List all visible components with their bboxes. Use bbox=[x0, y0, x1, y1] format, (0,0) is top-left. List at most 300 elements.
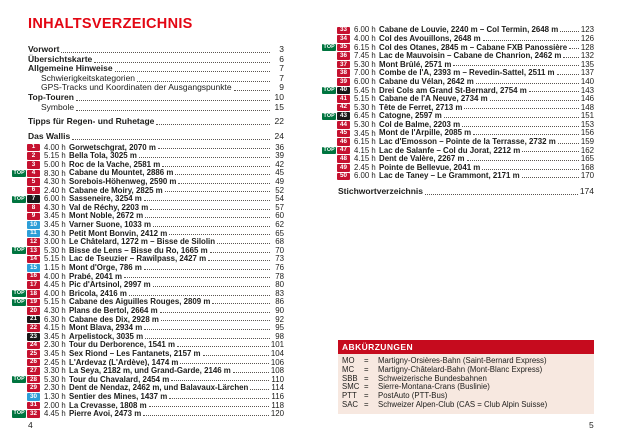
tour-page: 120 bbox=[270, 409, 284, 419]
tour-page: 76 bbox=[275, 263, 284, 272]
toc-entry-label: Stichwortverzeichnis bbox=[338, 185, 424, 196]
tour-duration: 2.30 h bbox=[44, 383, 66, 393]
dot-leader bbox=[129, 295, 270, 296]
tour-duration: 4.00 h bbox=[44, 288, 66, 298]
toc-entry-label: Das Wallis bbox=[28, 130, 71, 141]
tour-number-badge: 33 bbox=[337, 27, 350, 35]
tour-number-badge: 1 bbox=[27, 144, 40, 152]
tour-row bbox=[322, 172, 594, 181]
tour-row bbox=[12, 410, 284, 419]
tour-number-badge: 38 bbox=[337, 69, 350, 77]
abbreviation-definition: Schweizerische Bundesbahnen bbox=[378, 373, 487, 383]
tour-page: 146 bbox=[580, 94, 594, 104]
tour-page: 101 bbox=[270, 340, 284, 350]
dot-leader bbox=[203, 355, 269, 356]
tour-title: Lac de Taney – Le Grammont, 2171 m bbox=[379, 172, 520, 181]
dot-leader bbox=[217, 243, 270, 244]
dot-leader bbox=[483, 40, 579, 41]
tour-number-badge: 9 bbox=[27, 213, 40, 221]
tour-duration: 2.30 h bbox=[44, 340, 66, 350]
dot-leader bbox=[145, 217, 270, 218]
tour-page: 151 bbox=[580, 111, 594, 121]
tour-title: Col des Avouillons, 2648 m bbox=[379, 34, 481, 43]
tour-page: 128 bbox=[580, 42, 594, 52]
tour-duration: 3.45 h bbox=[44, 348, 66, 358]
tour-page: 54 bbox=[275, 194, 284, 204]
tour-number-badge: 10 bbox=[27, 221, 40, 229]
tour-duration: 1.30 h bbox=[44, 391, 66, 401]
tour-number-badge: 30 bbox=[27, 393, 40, 401]
abbreviation-code: SAC bbox=[342, 399, 359, 409]
toc-entry-page: 7 bbox=[279, 63, 284, 74]
tour-duration: 4.30 h bbox=[44, 228, 66, 238]
tour-title: Cabane des Dix, 2928 m bbox=[69, 315, 159, 324]
tour-page: 126 bbox=[580, 33, 594, 43]
tour-title: Pierre Avoi, 2473 m bbox=[69, 410, 142, 418]
dot-leader bbox=[165, 191, 270, 192]
tour-page: 36 bbox=[275, 142, 284, 152]
dot-leader bbox=[560, 31, 579, 32]
tour-duration: 4.00 h bbox=[354, 33, 376, 43]
tour-duration: 5.30 h bbox=[354, 59, 376, 69]
abbreviation-code: PTT bbox=[342, 391, 357, 401]
tour-duration: 4.00 h bbox=[44, 271, 66, 281]
tour-title: Lac de Tseuzier – Rawilpass, 2427 m bbox=[69, 255, 207, 264]
dot-leader bbox=[169, 234, 270, 235]
tour-page: 159 bbox=[580, 137, 594, 147]
toc-entry-index bbox=[338, 187, 594, 197]
tour-row bbox=[322, 78, 594, 87]
dot-leader bbox=[476, 83, 579, 84]
tour-number-badge: 46 bbox=[337, 138, 350, 146]
tour-number-badge: 18 bbox=[27, 290, 40, 298]
tour-title: Mont d'Orge, 786 m bbox=[69, 264, 142, 272]
tour-title: Tête de Ferret, 2713 m bbox=[379, 103, 463, 112]
tour-row bbox=[12, 307, 284, 316]
abbreviations-list bbox=[338, 354, 594, 415]
tour-duration: 3.45 h bbox=[44, 220, 66, 230]
tour-number-badge: 23 bbox=[27, 333, 40, 341]
tour-duration: 4.15 h bbox=[354, 154, 376, 164]
tour-number-badge: 19 bbox=[27, 299, 40, 307]
abbreviation-code: MO bbox=[342, 356, 355, 365]
tour-number-badge: 40 bbox=[337, 87, 350, 95]
tour-number-badge: 11 bbox=[27, 230, 40, 238]
tour-title: La Seya, 2182 m, und Grand-Garde, 2146 m bbox=[69, 367, 231, 376]
tour-page: 45 bbox=[275, 168, 284, 178]
abbreviation-definition: Martigny-Châtelard-Bahn (Mont-Blanc Express) bbox=[378, 364, 543, 374]
tour-title: Mont de l'Arpille, 2085 m bbox=[379, 129, 472, 138]
dot-leader bbox=[522, 151, 579, 152]
toc-entry-label: Schwierigkeitskategorien bbox=[41, 72, 136, 83]
tour-title: Mont Blava, 2934 m bbox=[69, 324, 143, 333]
tour-number-badge: 13 bbox=[27, 247, 40, 255]
top-badge: TOP bbox=[13, 169, 25, 176]
front-matter-list bbox=[12, 45, 284, 112]
tour-title: Val de Réchy, 2203 m bbox=[69, 203, 149, 212]
tour-duration: 2.40 h bbox=[44, 185, 66, 195]
top-badge-slot bbox=[322, 44, 337, 51]
abbreviation-code: MC bbox=[342, 364, 355, 374]
tour-number-badge: 35 bbox=[337, 44, 350, 52]
tour-title: Tour du Chavalard, 2454 m bbox=[69, 375, 170, 384]
tour-number-badge: 50 bbox=[337, 173, 350, 181]
dot-leader bbox=[175, 174, 270, 175]
tour-duration: 5.30 h bbox=[44, 374, 66, 384]
tour-title: Dent de Valère, 2267 m bbox=[379, 155, 465, 164]
dot-leader bbox=[482, 169, 579, 170]
dot-leader bbox=[161, 320, 270, 321]
dot-leader bbox=[522, 177, 579, 178]
tour-number-badge: 25 bbox=[27, 350, 40, 358]
dot-leader bbox=[490, 100, 579, 101]
tour-duration: 4.30 h bbox=[44, 202, 66, 212]
tour-page: 86 bbox=[275, 297, 284, 307]
tour-duration: 3.45 h bbox=[44, 211, 66, 221]
dot-leader bbox=[158, 148, 270, 149]
tour-number-badge: 39 bbox=[337, 78, 350, 86]
top-badge-slot bbox=[12, 410, 27, 417]
top-badge: TOP bbox=[323, 146, 335, 153]
tour-page: 60 bbox=[275, 211, 284, 221]
tour-title: Lac d'Emosson – Pointe de la Terrasse, 2732 m bbox=[379, 138, 556, 146]
tour-duration: 3.00 h bbox=[44, 237, 66, 247]
tour-duration: 7.45 h bbox=[354, 51, 376, 61]
tour-page: 135 bbox=[580, 59, 594, 69]
dot-leader bbox=[425, 194, 578, 195]
tour-number-badge: 28 bbox=[27, 376, 40, 384]
tour-page: 156 bbox=[580, 128, 594, 138]
top-badge-slot bbox=[322, 113, 337, 120]
tour-number-badge: 41 bbox=[337, 95, 350, 103]
tour-title: Cabane des Aiguilles Rouges, 2809 m bbox=[69, 298, 211, 307]
tour-title: Sorebois-Höhenweg, 2590 m bbox=[69, 178, 177, 186]
tour-title: Roc de la Vache, 2581 m bbox=[69, 160, 161, 169]
tour-page: 39 bbox=[275, 151, 284, 161]
page-title: INHALTSVERZEICHNIS bbox=[28, 16, 193, 32]
tour-number-badge: 26 bbox=[27, 359, 40, 367]
abbreviations-box bbox=[338, 340, 594, 414]
tour-duration: 4.45 h bbox=[44, 409, 66, 419]
dot-leader bbox=[558, 143, 579, 144]
dot-leader bbox=[139, 157, 270, 158]
tour-page: 95 bbox=[275, 323, 284, 333]
top-badge: TOP bbox=[13, 298, 25, 305]
tour-page: 153 bbox=[580, 119, 594, 129]
tour-number-badge: 16 bbox=[27, 273, 40, 281]
tour-title: Bella Tola, 3025 m bbox=[69, 152, 137, 161]
dot-leader bbox=[208, 260, 270, 261]
tour-page: 42 bbox=[275, 159, 284, 169]
top-badge-slot bbox=[12, 290, 27, 297]
tour-duration: 1.15 h bbox=[44, 263, 66, 273]
toc-entry-page: 15 bbox=[274, 101, 284, 112]
dot-leader bbox=[162, 166, 270, 167]
tour-page: 148 bbox=[580, 102, 594, 112]
dot-leader bbox=[149, 406, 270, 407]
tour-title: Catogne, 2597 m bbox=[379, 112, 442, 121]
tour-row bbox=[12, 221, 284, 230]
tour-number-badge: 42 bbox=[337, 104, 350, 112]
tour-duration: 3.45 h bbox=[354, 128, 376, 138]
top-badge: TOP bbox=[13, 410, 25, 417]
top-badge-slot bbox=[322, 87, 337, 94]
tour-duration: 5.30 h bbox=[354, 119, 376, 129]
tour-title: Sasseneire, 3254 m bbox=[69, 195, 142, 204]
tour-row bbox=[12, 264, 284, 273]
tour-number-badge: 27 bbox=[27, 367, 40, 375]
tour-number-badge: 37 bbox=[337, 61, 350, 69]
tour-list-right bbox=[322, 26, 594, 181]
abbreviation-definition: PostAuto (PTT-Bus) bbox=[378, 391, 448, 401]
toc-entry-page: 7 bbox=[279, 72, 284, 83]
tour-duration: 5.30 h bbox=[354, 102, 376, 112]
top-badge-slot bbox=[12, 247, 27, 254]
toc-entry-page: 174 bbox=[579, 185, 594, 196]
tour-duration: 5.15 h bbox=[354, 94, 376, 104]
abbreviation-equals-sign: = bbox=[364, 399, 369, 409]
dot-leader bbox=[94, 62, 270, 63]
tour-page: 106 bbox=[270, 357, 284, 367]
tour-page: 104 bbox=[270, 348, 284, 358]
tour-title: Sex Riond – Les Fantanets, 2157 m bbox=[69, 349, 201, 358]
dot-leader bbox=[462, 126, 579, 127]
tour-page: 132 bbox=[580, 51, 594, 61]
tour-number-badge: 48 bbox=[337, 155, 350, 163]
tour-number-badge: 47 bbox=[337, 147, 350, 155]
tour-duration: 6.00 h bbox=[354, 171, 376, 181]
tour-duration: 4.30 h bbox=[44, 306, 66, 316]
tour-title: Mont Brûlé, 2571 m bbox=[379, 60, 452, 69]
tour-page: 90 bbox=[275, 305, 284, 315]
tour-duration: 3.45 h bbox=[44, 331, 66, 341]
tour-title: Cabane de l'A Neuve, 2734 m bbox=[379, 95, 488, 103]
tour-page: 116 bbox=[271, 391, 284, 401]
tour-page: 118 bbox=[271, 400, 284, 410]
toc-entry-label: Tipps für Regen- und Ruhetage bbox=[28, 116, 155, 127]
dot-leader bbox=[143, 415, 269, 416]
tour-title: L'Ardevaz (L'Ardève), 1474 m bbox=[69, 358, 179, 367]
toc-entry-label: Top-Touren bbox=[28, 91, 74, 102]
tour-title: Drei Cols am Grand St-Bernard, 2754 m bbox=[379, 86, 527, 95]
dot-leader bbox=[473, 134, 579, 135]
toc-entry-label: Allgemeine Hinweise bbox=[28, 63, 113, 74]
tour-title: Cabane de Louvie, 2240 m – Col Termin, 2648 m bbox=[379, 26, 559, 35]
tour-number-badge: 43 bbox=[337, 112, 350, 120]
tour-number-badge: 12 bbox=[27, 238, 40, 246]
top-badge-slot bbox=[12, 170, 27, 177]
tour-title: Tour du Derborence, 1541 m bbox=[69, 341, 175, 350]
tour-number-badge: 2 bbox=[27, 152, 40, 160]
toc-entry-page: 9 bbox=[279, 82, 284, 93]
tour-page: 162 bbox=[580, 145, 594, 155]
tour-number-badge: 36 bbox=[337, 52, 350, 60]
dot-leader bbox=[177, 346, 269, 347]
tour-number-badge: 22 bbox=[27, 324, 40, 332]
tour-title: Pic d'Artsinol, 2997 m bbox=[69, 281, 151, 290]
tour-title: Col des Otanes, 2845 m – Cabane FXB Panossière bbox=[379, 43, 568, 52]
top-badge: TOP bbox=[323, 112, 335, 119]
tour-duration: 2.45 h bbox=[44, 357, 66, 367]
top-badge: TOP bbox=[13, 376, 25, 383]
toc-entry-label: Übersichtskarte bbox=[28, 53, 93, 64]
tour-duration: 6.15 h bbox=[354, 137, 376, 147]
tour-page: 123 bbox=[580, 25, 594, 35]
tour-row bbox=[322, 121, 594, 130]
tour-duration: 5.45 h bbox=[354, 85, 376, 95]
dot-leader bbox=[169, 398, 269, 399]
tour-row bbox=[12, 161, 284, 170]
abbreviations-title: ABKÜRZUNGEN bbox=[338, 340, 594, 354]
dot-leader bbox=[569, 48, 579, 49]
tour-title: Combe de l'A, 2393 m – Revedin-Sattel, 2511 m bbox=[379, 69, 555, 78]
tour-duration: 5.15 h bbox=[44, 297, 66, 307]
tour-duration: 6.00 h bbox=[354, 25, 376, 35]
toc-entry bbox=[28, 103, 284, 113]
tour-title: Arpelistock, 3035 m bbox=[69, 332, 144, 341]
dot-leader bbox=[61, 52, 270, 53]
dot-leader bbox=[453, 65, 578, 66]
dot-leader bbox=[160, 312, 270, 313]
top-badge-slot bbox=[12, 299, 27, 306]
tour-page: 83 bbox=[275, 288, 284, 298]
tour-title: Dent de Nendaz, 2462 m, und Balavaux-Lärchen bbox=[69, 384, 249, 393]
tour-title: Lac de Salanfe – Col du Jorat, 2212 m bbox=[379, 146, 521, 155]
tour-duration: 5.15 h bbox=[44, 151, 66, 161]
top-badge: TOP bbox=[323, 86, 335, 93]
tour-number-badge: 34 bbox=[337, 35, 350, 43]
tour-duration: 5.15 h bbox=[44, 254, 66, 264]
tour-page: 110 bbox=[271, 374, 284, 384]
abbreviation-code: SMC bbox=[342, 382, 360, 392]
dot-leader bbox=[444, 117, 579, 118]
toc-entry-page: 10 bbox=[274, 91, 284, 102]
toc-entry-label: Vorwort bbox=[28, 44, 60, 54]
tour-page: 165 bbox=[580, 154, 594, 164]
dot-leader bbox=[144, 329, 270, 330]
toc-entry-das-wallis bbox=[28, 132, 284, 142]
tour-page: 140 bbox=[580, 76, 594, 86]
top-badge: TOP bbox=[13, 290, 25, 297]
dot-leader bbox=[464, 108, 578, 109]
abbreviation-definition: Sierre-Montana-Crans (Buslinie) bbox=[378, 382, 490, 392]
tour-duration: 8.30 h bbox=[44, 168, 66, 178]
top-badge-slot bbox=[12, 376, 27, 383]
tour-number-badge: 20 bbox=[27, 307, 40, 315]
tour-page: 114 bbox=[271, 383, 284, 393]
tour-duration: 4.15 h bbox=[44, 323, 66, 333]
tour-number-badge: 15 bbox=[27, 264, 40, 272]
toc-page-right bbox=[322, 10, 594, 196]
tour-title: Sentier des Mines, 1437 m bbox=[69, 392, 168, 401]
tour-page: 49 bbox=[275, 177, 284, 187]
tour-page: 57 bbox=[275, 202, 284, 212]
top-badge: TOP bbox=[13, 195, 25, 202]
abbreviation-equals-sign: = bbox=[364, 356, 369, 365]
tour-number-badge: 24 bbox=[27, 342, 40, 350]
tour-duration: 4.15 h bbox=[354, 145, 376, 155]
tour-duration: 3.30 h bbox=[44, 366, 66, 376]
page-number-right: 5 bbox=[589, 420, 594, 430]
tour-duration: 5.30 h bbox=[44, 245, 66, 255]
dot-leader bbox=[563, 57, 578, 58]
tour-title: Pointe de Bellevue, 2041 m bbox=[379, 163, 481, 172]
tour-number-badge: 5 bbox=[27, 178, 40, 186]
dot-leader bbox=[156, 124, 270, 125]
tour-duration: 7.00 h bbox=[354, 68, 376, 78]
dot-leader bbox=[180, 363, 268, 364]
tour-duration: 6.15 h bbox=[354, 42, 376, 52]
tour-title: Bisse de Lens – Bisse du Ro, 1665 m bbox=[69, 246, 208, 255]
dot-leader bbox=[234, 90, 270, 91]
top-badge-slot bbox=[322, 147, 337, 154]
tour-duration: 4.00 h bbox=[44, 142, 66, 152]
tour-duration: 4.30 h bbox=[44, 177, 66, 187]
toc-entry-label: Symbole bbox=[41, 101, 75, 112]
dot-leader bbox=[212, 303, 270, 304]
abbreviation-equals-sign: = bbox=[364, 364, 369, 374]
tour-page: 73 bbox=[275, 254, 284, 264]
abbreviation-definition: Schweizer Alpen-Club (CAS = Club Alpin Suisse) bbox=[378, 399, 548, 409]
tour-duration: 6.00 h bbox=[354, 76, 376, 86]
dot-leader bbox=[153, 226, 270, 227]
tour-page: 70 bbox=[275, 245, 284, 255]
tour-number-badge: 8 bbox=[27, 204, 40, 212]
tour-page: 143 bbox=[580, 85, 594, 95]
dot-leader bbox=[153, 286, 270, 287]
dot-leader bbox=[72, 139, 270, 140]
toc-entry-page: 22 bbox=[274, 116, 284, 127]
tour-row bbox=[322, 35, 594, 44]
top-badge: TOP bbox=[323, 43, 335, 50]
tour-number-badge: 49 bbox=[337, 164, 350, 172]
dot-leader bbox=[145, 338, 270, 339]
tour-number-badge: 44 bbox=[337, 121, 350, 129]
top-badge: TOP bbox=[13, 247, 25, 254]
dot-leader bbox=[557, 74, 579, 75]
dot-leader bbox=[467, 160, 579, 161]
page-number-left: 4 bbox=[28, 420, 33, 430]
tour-number-badge: 3 bbox=[27, 161, 40, 169]
dot-leader bbox=[233, 372, 269, 373]
tour-title: Varner Suone, 1033 m bbox=[69, 221, 152, 229]
dot-leader bbox=[171, 380, 269, 381]
tour-page: 68 bbox=[275, 237, 284, 247]
tour-duration: 5.00 h bbox=[44, 159, 66, 169]
tour-page: 80 bbox=[275, 280, 284, 290]
tour-title: Bricola, 2416 m bbox=[69, 289, 127, 298]
tour-number-badge: 4 bbox=[27, 170, 40, 178]
tour-title: Col de Balme, 2203 m bbox=[379, 120, 461, 129]
tour-title: Gorwetschgrat, 2070 m bbox=[69, 143, 156, 152]
tour-number-badge: 21 bbox=[27, 316, 40, 324]
tour-title: Cabane de Moiry, 2825 m bbox=[69, 186, 163, 195]
tour-duration: 2.45 h bbox=[354, 162, 376, 172]
abbreviation-equals-sign: = bbox=[364, 391, 369, 401]
tour-list-left bbox=[12, 143, 284, 418]
abbreviation-definition: Martigny-Orsières-Bahn (Saint-Bernard Express) bbox=[378, 356, 547, 365]
tour-number-badge: 45 bbox=[337, 130, 350, 138]
dot-leader bbox=[529, 91, 579, 92]
abbreviation-equals-sign: = bbox=[364, 373, 369, 383]
tour-number-badge: 6 bbox=[27, 187, 40, 195]
dot-leader bbox=[210, 252, 270, 253]
tour-number-badge: 7 bbox=[27, 195, 40, 203]
tour-duration: 6.00 h bbox=[44, 194, 66, 204]
abbreviation-code: SBB bbox=[342, 373, 358, 383]
tour-title: Petit Mont Bonvin, 2412 m bbox=[69, 229, 168, 238]
tour-duration: 2.00 h bbox=[44, 400, 66, 410]
